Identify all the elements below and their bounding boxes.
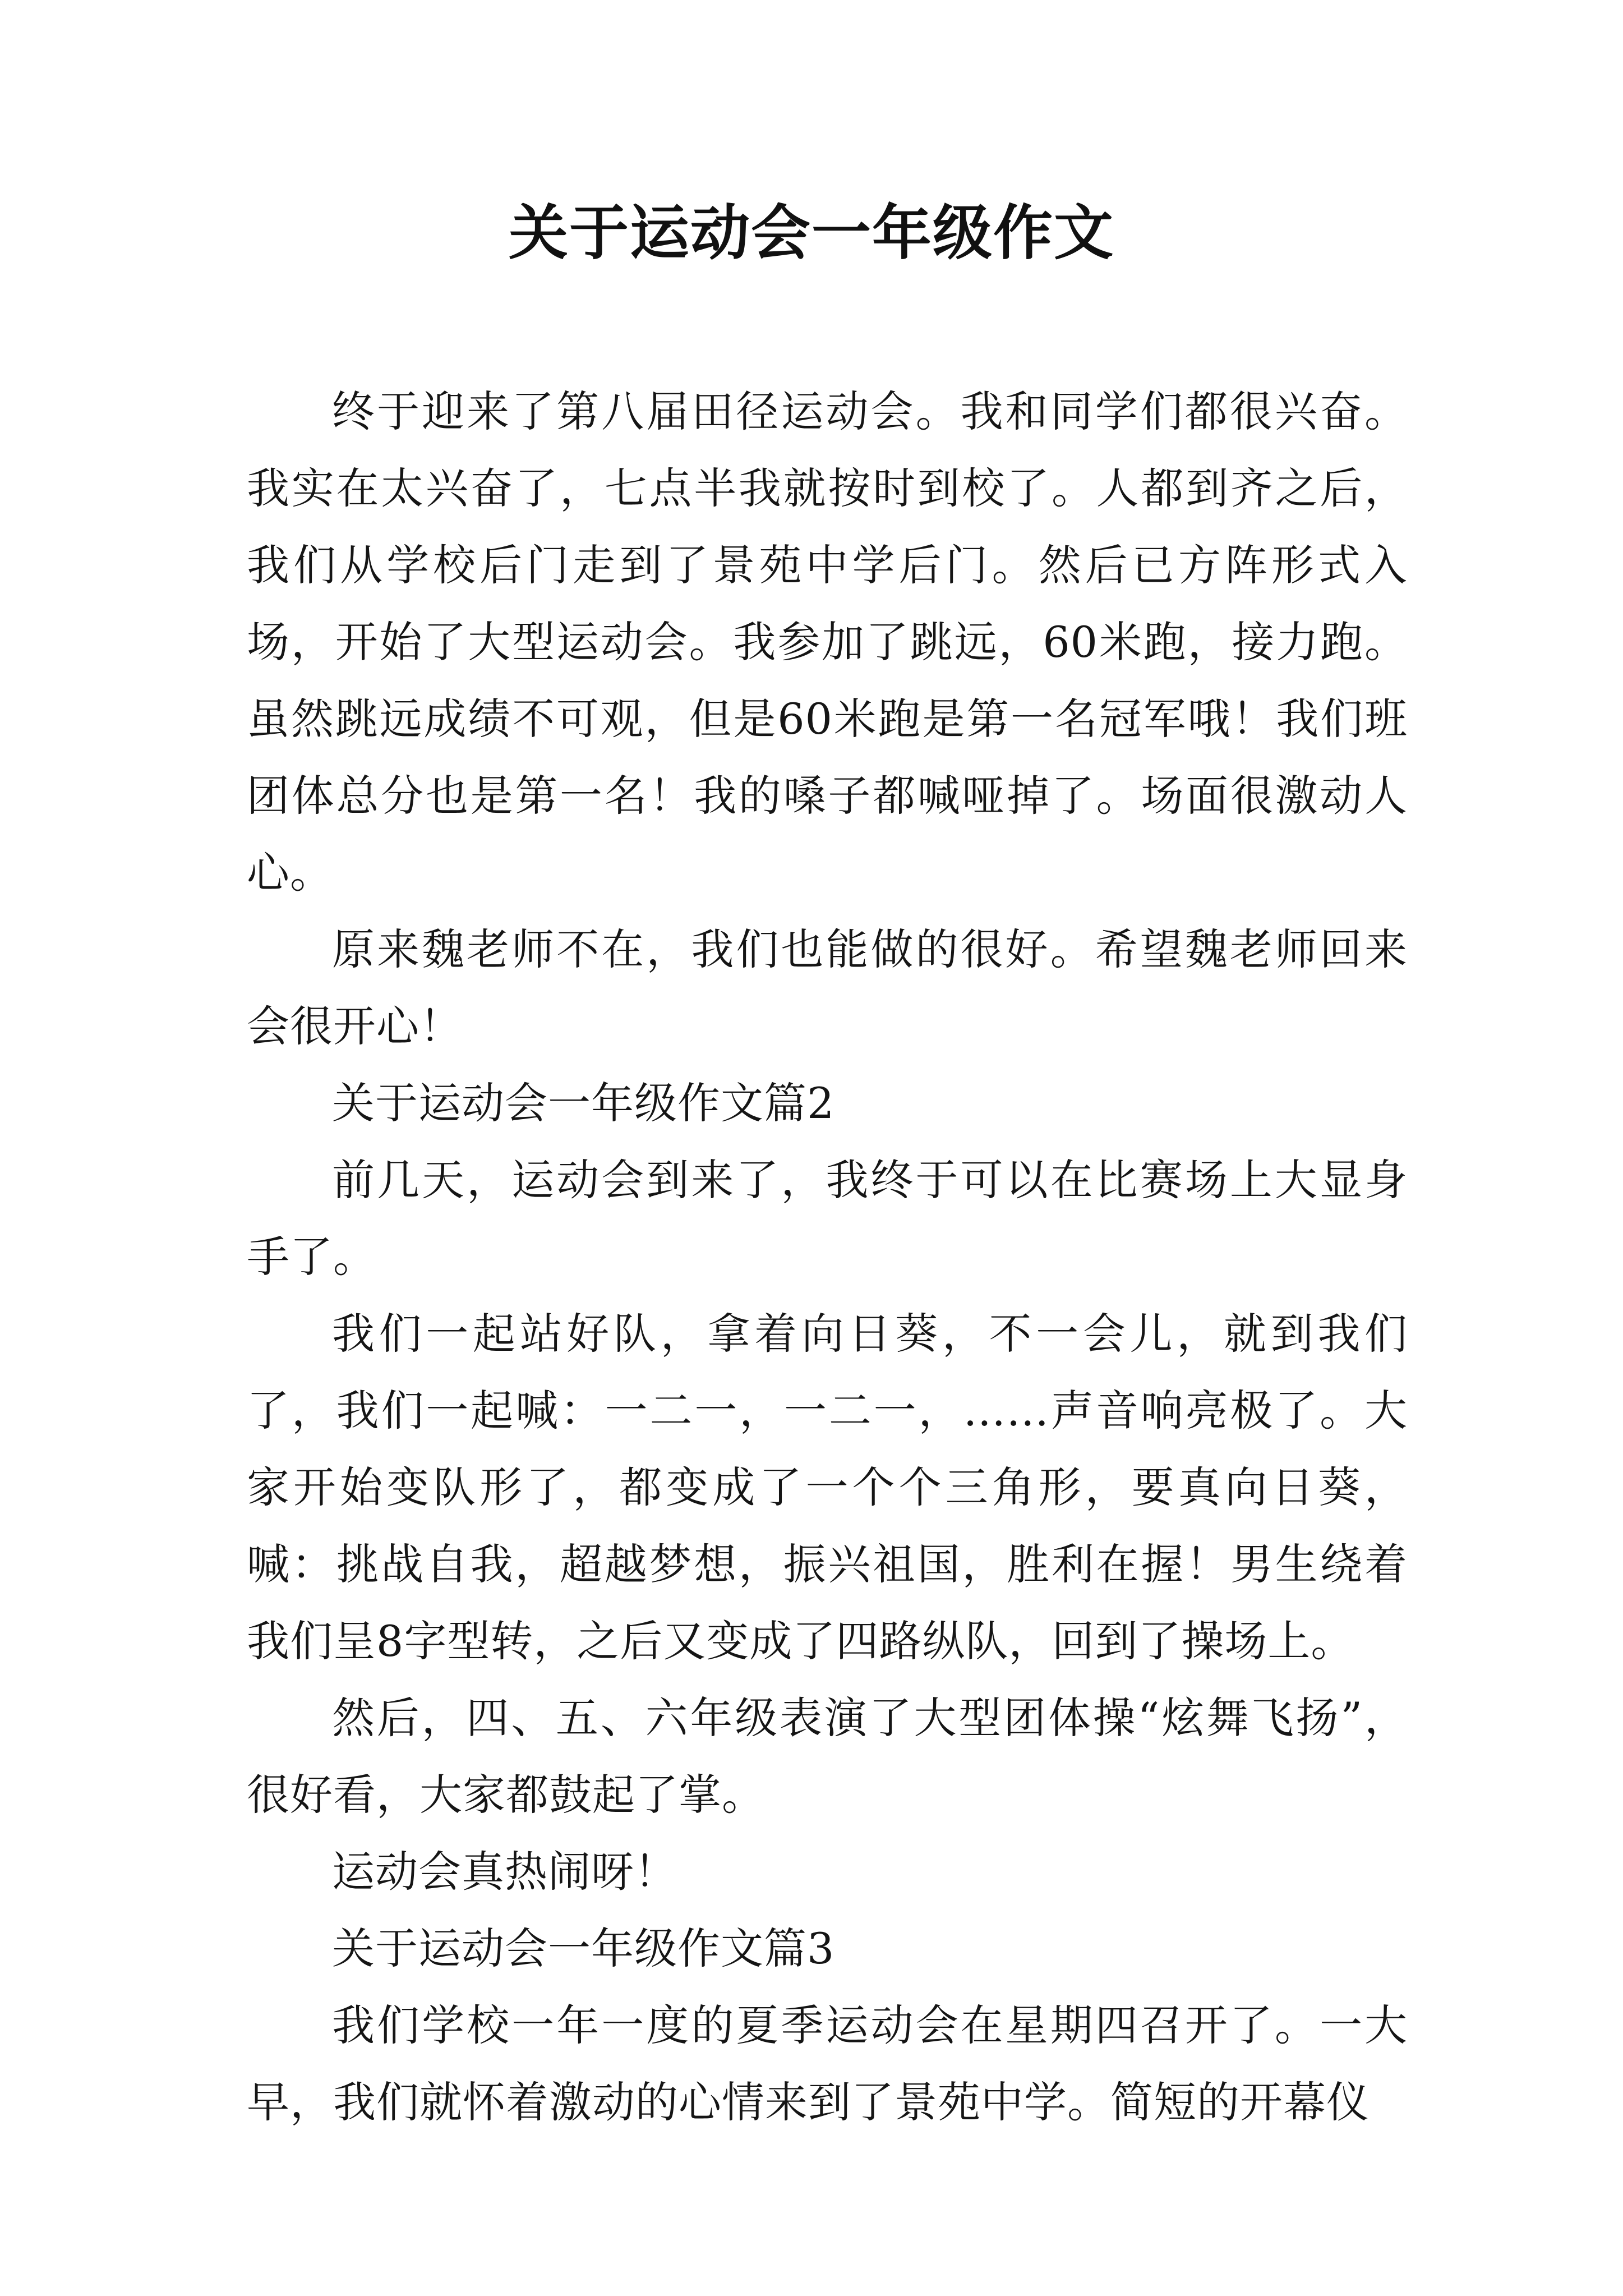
paragraph: 然后，四、五、六年级表演了大型团体操“炫舞飞扬”，很好看，大家都鼓起了掌。 — [247, 1693, 1408, 1820]
section-heading: 关于运动会一年级作文篇3 — [332, 1924, 835, 1973]
paragraph: 我们学校一年一度的夏季运动会在星期四召开了。一大早，我们就怀着激动的心情来到了景苑中学。简短的开幕仪 — [247, 2000, 1408, 2127]
paragraph: 我们一起站好队，拿着向日葵，不一会儿，就到我们了，我们一起喊：一二一，一二一，……声音响亮极了。大家开始变队形了，都变成了一个个三角形，要真向日葵，喊：挑战自我，超越梦想，振兴祖国，胜利在握！男生绕着我们呈8字型转，之后又变成了四路纵队，回到了操场上。 — [247, 1309, 1408, 1666]
paragraph: 前几天，运动会到来了，我终于可以在比赛场上大显身手了。 — [247, 1155, 1408, 1282]
document-body — [247, 373, 1408, 2141]
paragraph: 终于迎来了第八届田径运动会。我和同学们都很兴奋。我实在太兴奋了，七点半我就按时到校了。人都到齐之后，我们从学校后门走到了景苑中学后门。然后已方阵形式入场，开始了大型运动会。我参加了跳远，60米跑，接力跑。虽然跳远成绩不可观，但是60米跑是第一名冠军哦！我们班团体总分也是第一名！我的嗓子都喊哑掉了。场面很激动人心。 — [247, 386, 1408, 898]
section-heading: 关于运动会一年级作文篇2 — [332, 1078, 835, 1128]
paragraph: 运动会真热闹呀！ — [332, 1847, 677, 1897]
document-title: 关于运动会一年级作文 — [509, 197, 1114, 268]
paragraph: 原来魏老师不在，我们也能做的很好。希望魏老师回来会很开心！ — [247, 924, 1408, 1051]
